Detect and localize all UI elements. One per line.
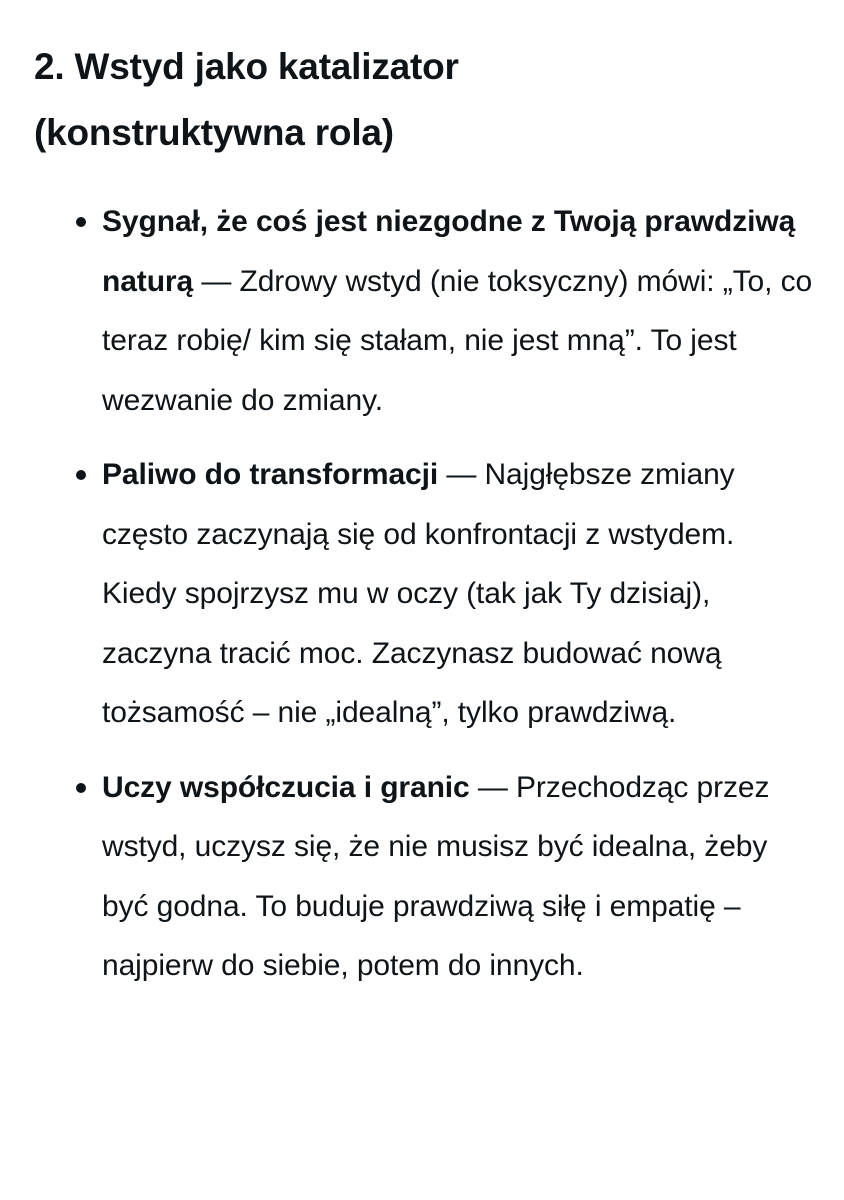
bullet-text: — Przechodząc przez wstyd, uczysz się, że nie musisz być idealna, żeby być godna. To buduje prawdziwą siłę i empatię – najpierw do siebie, potem do innych.	[102, 770, 770, 982]
section-heading-line-1: 2. Wstyd jako katalizator	[34, 46, 459, 87]
section-heading	[34, 34, 814, 166]
bullet-dot-icon	[76, 470, 86, 480]
bullet-item-fuel	[34, 445, 814, 743]
bullet-item-signal	[34, 192, 814, 430]
section-heading-line-2: (konstruktywna rola)	[34, 112, 394, 153]
bullet-list	[34, 192, 814, 996]
bullet-title: Sygnał, że coś jest niezgodne z Twoją prawdziwą naturą	[102, 205, 796, 298]
bullet-dot-icon	[76, 217, 86, 227]
bullet-title: Paliwo do transformacji	[102, 458, 439, 491]
bullet-item-compassion	[34, 758, 814, 996]
bullet-dot-icon	[76, 783, 86, 793]
bullet-text: — Najgłębsze zmiany często zaczynają się od konfrontacji z wstydem. Kiedy spojrzysz mu w oczy (tak jak Ty dzisiaj), zaczyna tracić moc. Zaczynasz budować nową tożsamość – nie „idealną”, tylko prawdziwą.	[102, 458, 735, 729]
bullet-title: Uczy współczucia i granic	[102, 770, 470, 804]
bullet-text: — Zdrowy wstyd (nie toksyczny) mówi: „To, co teraz robię/ kim się stałam, nie jest mną”. To jest wezwanie do zmiany.	[102, 264, 813, 417]
